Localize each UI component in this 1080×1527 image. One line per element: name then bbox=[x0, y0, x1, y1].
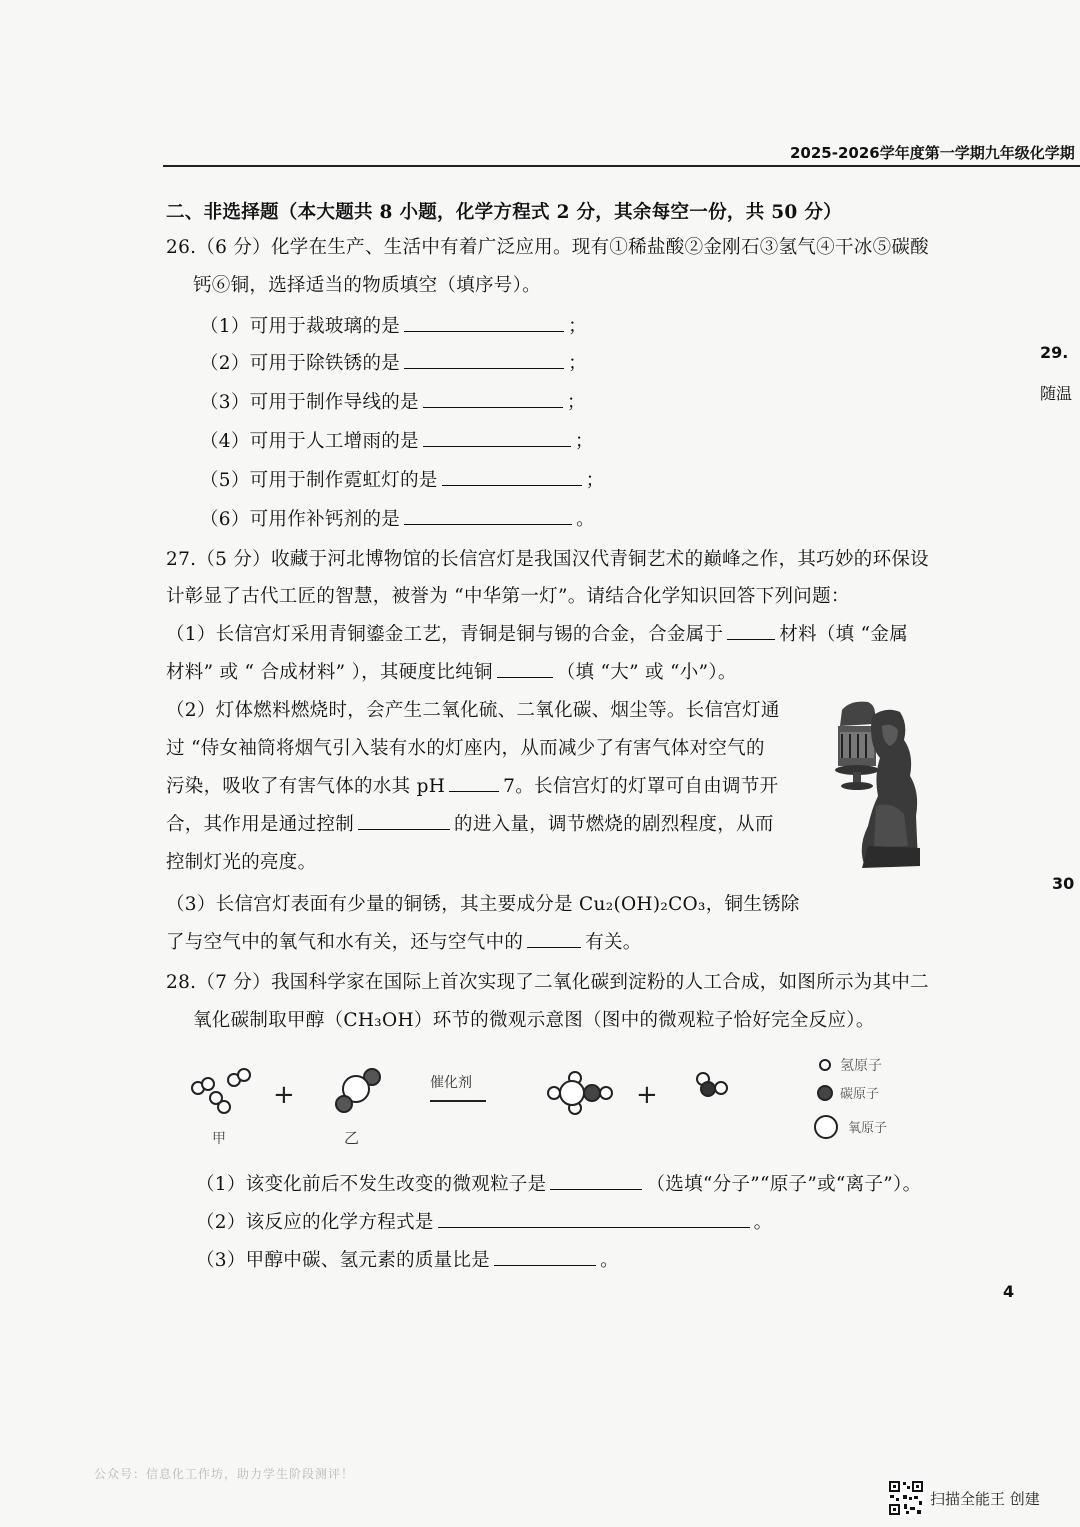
q27-part2-line2: 过 “侍女袖筒将烟气引入装有水的灯座内，从而减少了有害气体对空气的 bbox=[166, 738, 765, 759]
q26-item-2 bbox=[200, 349, 587, 375]
q28-part1 bbox=[196, 1170, 921, 1196]
q27-part1-text4: （填 “大” 或 “小”）。 bbox=[556, 662, 737, 683]
reaction-micro-diagram bbox=[180, 1055, 920, 1150]
q26-stem-line1: 26.（6 分）化学在生产、生活中有着广泛应用。现有①稀盐酸②金刚石③氢气④干冰⑤碳酸 bbox=[166, 237, 929, 258]
hydrogen-atom-icon bbox=[820, 1060, 830, 1070]
methanol-molecule bbox=[548, 1072, 612, 1114]
oxygen-atom-icon bbox=[815, 1116, 837, 1138]
q26-item-end: ； bbox=[566, 392, 586, 413]
q26-item-text: （6）可用作补钙剂的是 bbox=[200, 509, 401, 530]
q27-part3-text2: 有关。 bbox=[585, 932, 642, 953]
q26-item-text: （1）可用于裁玻璃的是 bbox=[200, 316, 401, 337]
side-text-fragment: 随温 bbox=[1040, 384, 1073, 403]
q27-part2-text2: 7。长信宫灯的灯罩可自由调节开 bbox=[503, 776, 779, 797]
q26-item-end: 。 bbox=[576, 509, 595, 530]
answer-blank[interactable] bbox=[404, 508, 572, 525]
exam-header-title: 2025-2026学年度第一学期九年级化学期 bbox=[790, 144, 1075, 162]
header-rule bbox=[163, 165, 1080, 167]
answer-blank[interactable] bbox=[727, 623, 775, 640]
q27-stem-line2: 计彰显了古代工匠的智慧，被誉为 “中华第一灯”。请结合化学知识回答下列问题： bbox=[166, 586, 850, 607]
scanner-credit: 扫描全能王 创建 bbox=[930, 1490, 1040, 1508]
q26-item-text: （4）可用于人工增雨的是 bbox=[200, 431, 419, 452]
side-question-29: 29. bbox=[1040, 343, 1069, 362]
label-yi: 乙 bbox=[344, 1129, 360, 1147]
q26-stem-line2: 钙⑥铜，选择适当的物质填空（填序号）。 bbox=[193, 275, 541, 296]
answer-blank[interactable] bbox=[449, 775, 499, 792]
q26-item-5 bbox=[200, 466, 604, 492]
q26-item-end: ； bbox=[574, 431, 594, 452]
answer-blank[interactable] bbox=[404, 352, 564, 369]
q27-part1-text: （1）长信宫灯采用青铜鎏金工艺，青铜是铜与锡的合金，合金属于 bbox=[166, 624, 724, 645]
q28-part3-text2: 。 bbox=[600, 1250, 619, 1271]
answer-blank[interactable] bbox=[527, 931, 581, 948]
answer-blank[interactable] bbox=[438, 1211, 750, 1228]
qr-code-icon bbox=[888, 1480, 924, 1516]
q27-part2-line4 bbox=[166, 810, 774, 836]
answer-blank[interactable] bbox=[404, 315, 564, 332]
legend-carbon: 碳原子 bbox=[840, 1087, 880, 1102]
q26-item-4 bbox=[200, 427, 594, 453]
hydrogen-molecules bbox=[192, 1069, 250, 1113]
q27-part3-text: 了与空气中的氧气和水有关，还与空气中的 bbox=[166, 932, 524, 953]
q27-part2-text3: 合，其作用是通过控制 bbox=[166, 814, 355, 835]
catalyst-label: 催化剂 bbox=[430, 1075, 472, 1091]
q26-item-end: ； bbox=[568, 316, 587, 337]
answer-blank[interactable] bbox=[358, 813, 450, 830]
label-jia: 甲 bbox=[212, 1131, 226, 1147]
q27-part1-line1 bbox=[166, 620, 908, 646]
section-title: 二、非选择题（本大题共 8 小题，化学方程式 2 分，其余每空一份，共 50 分） bbox=[166, 202, 842, 223]
q27-part1-text3: 材料” 或 “ 合成材料” ），其硬度比纯铜 bbox=[166, 662, 493, 683]
q28-stem-line2: 氧化碳制取甲醇（CH₃OH）环节的微观示意图（图中的微观粒子恰好完全反应）。 bbox=[193, 1010, 875, 1031]
carbon-atom-icon bbox=[818, 1086, 832, 1100]
q26-item-text: （5）可用于制作霓虹灯的是 bbox=[200, 470, 438, 491]
q27-part1-text2: 材料（填 “金属 bbox=[779, 624, 909, 645]
q27-part2-text4: 的进入量，调节燃烧的剧烈程度，从而 bbox=[454, 814, 774, 835]
plus-sign-2: + bbox=[636, 1080, 658, 1110]
carbon-dioxide-molecule bbox=[336, 1069, 380, 1112]
q28-part1-text: （1）该变化前后不发生改变的微观粒子是 bbox=[196, 1174, 547, 1195]
q26-item-3 bbox=[200, 388, 586, 414]
answer-blank[interactable] bbox=[423, 391, 563, 408]
diagram-legend bbox=[815, 1058, 887, 1138]
q28-part2-text: （2）该反应的化学方程式是 bbox=[196, 1212, 434, 1233]
q28-part1-text2: （选填“分子”“原子”或“离子”）。 bbox=[646, 1174, 922, 1195]
q27-part1-line2 bbox=[166, 658, 737, 684]
water-molecule bbox=[697, 1073, 727, 1096]
q28-part2 bbox=[196, 1208, 772, 1234]
q28-part2-text2: 。 bbox=[753, 1212, 773, 1233]
q27-part2-line5: 控制灯光的亮度。 bbox=[166, 852, 317, 873]
q26-item-end: ； bbox=[568, 353, 587, 374]
answer-blank[interactable] bbox=[494, 1249, 596, 1266]
q27-part3-line1: （3）长信宫灯表面有少量的铜锈，其主要成分是 Cu₂(OH)₂CO₃，铜生锈除 bbox=[166, 894, 800, 915]
page-number: 4 bbox=[1003, 1282, 1015, 1301]
answer-blank[interactable] bbox=[550, 1173, 642, 1190]
footer-watermark: 公众号：信息化工作坊，助力学生阶段测评！ bbox=[94, 1467, 355, 1481]
q27-part2-line3 bbox=[166, 772, 778, 798]
legend-oxygen: 氧原子 bbox=[848, 1121, 888, 1136]
q26-item-6 bbox=[200, 505, 595, 531]
legend-hydrogen: 氢原子 bbox=[840, 1058, 882, 1074]
q28-part3-text: （3）甲醇中碳、氢元素的质量比是 bbox=[196, 1250, 491, 1271]
q28-part3 bbox=[196, 1246, 619, 1272]
q27-part2-line1: （2）灯体燃料燃烧时，会产生二氧化硫、二氧化碳、烟尘等。长信宫灯通 bbox=[166, 700, 780, 721]
q26-item-1 bbox=[200, 312, 587, 338]
q27-part3-line2 bbox=[166, 928, 642, 954]
plus-sign-1: + bbox=[273, 1080, 295, 1110]
q26-item-text: （3）可用于制作导线的是 bbox=[200, 392, 419, 413]
q28-stem-line1: 28.（7 分）我国科学家在国际上首次实现了二氧化碳到淀粉的人工合成，如图所示为其中二 bbox=[166, 972, 929, 993]
answer-blank[interactable] bbox=[423, 430, 571, 447]
q27-stem-line1: 27.（5 分）收藏于河北博物馆的长信宫灯是我国汉代青铜艺术的巅峰之作，其巧妙的环保设 bbox=[166, 549, 929, 570]
q26-item-end: ； bbox=[585, 470, 605, 491]
q26-item-text: （2）可用于除铁锈的是 bbox=[200, 353, 401, 374]
q27-part2-text: 污染，吸收了有害气体的水其 pH bbox=[166, 776, 446, 797]
changxin-palace-lamp-image bbox=[828, 696, 924, 874]
side-question-30: 30 bbox=[1052, 874, 1075, 893]
answer-blank[interactable] bbox=[442, 469, 582, 486]
answer-blank[interactable] bbox=[497, 661, 553, 678]
